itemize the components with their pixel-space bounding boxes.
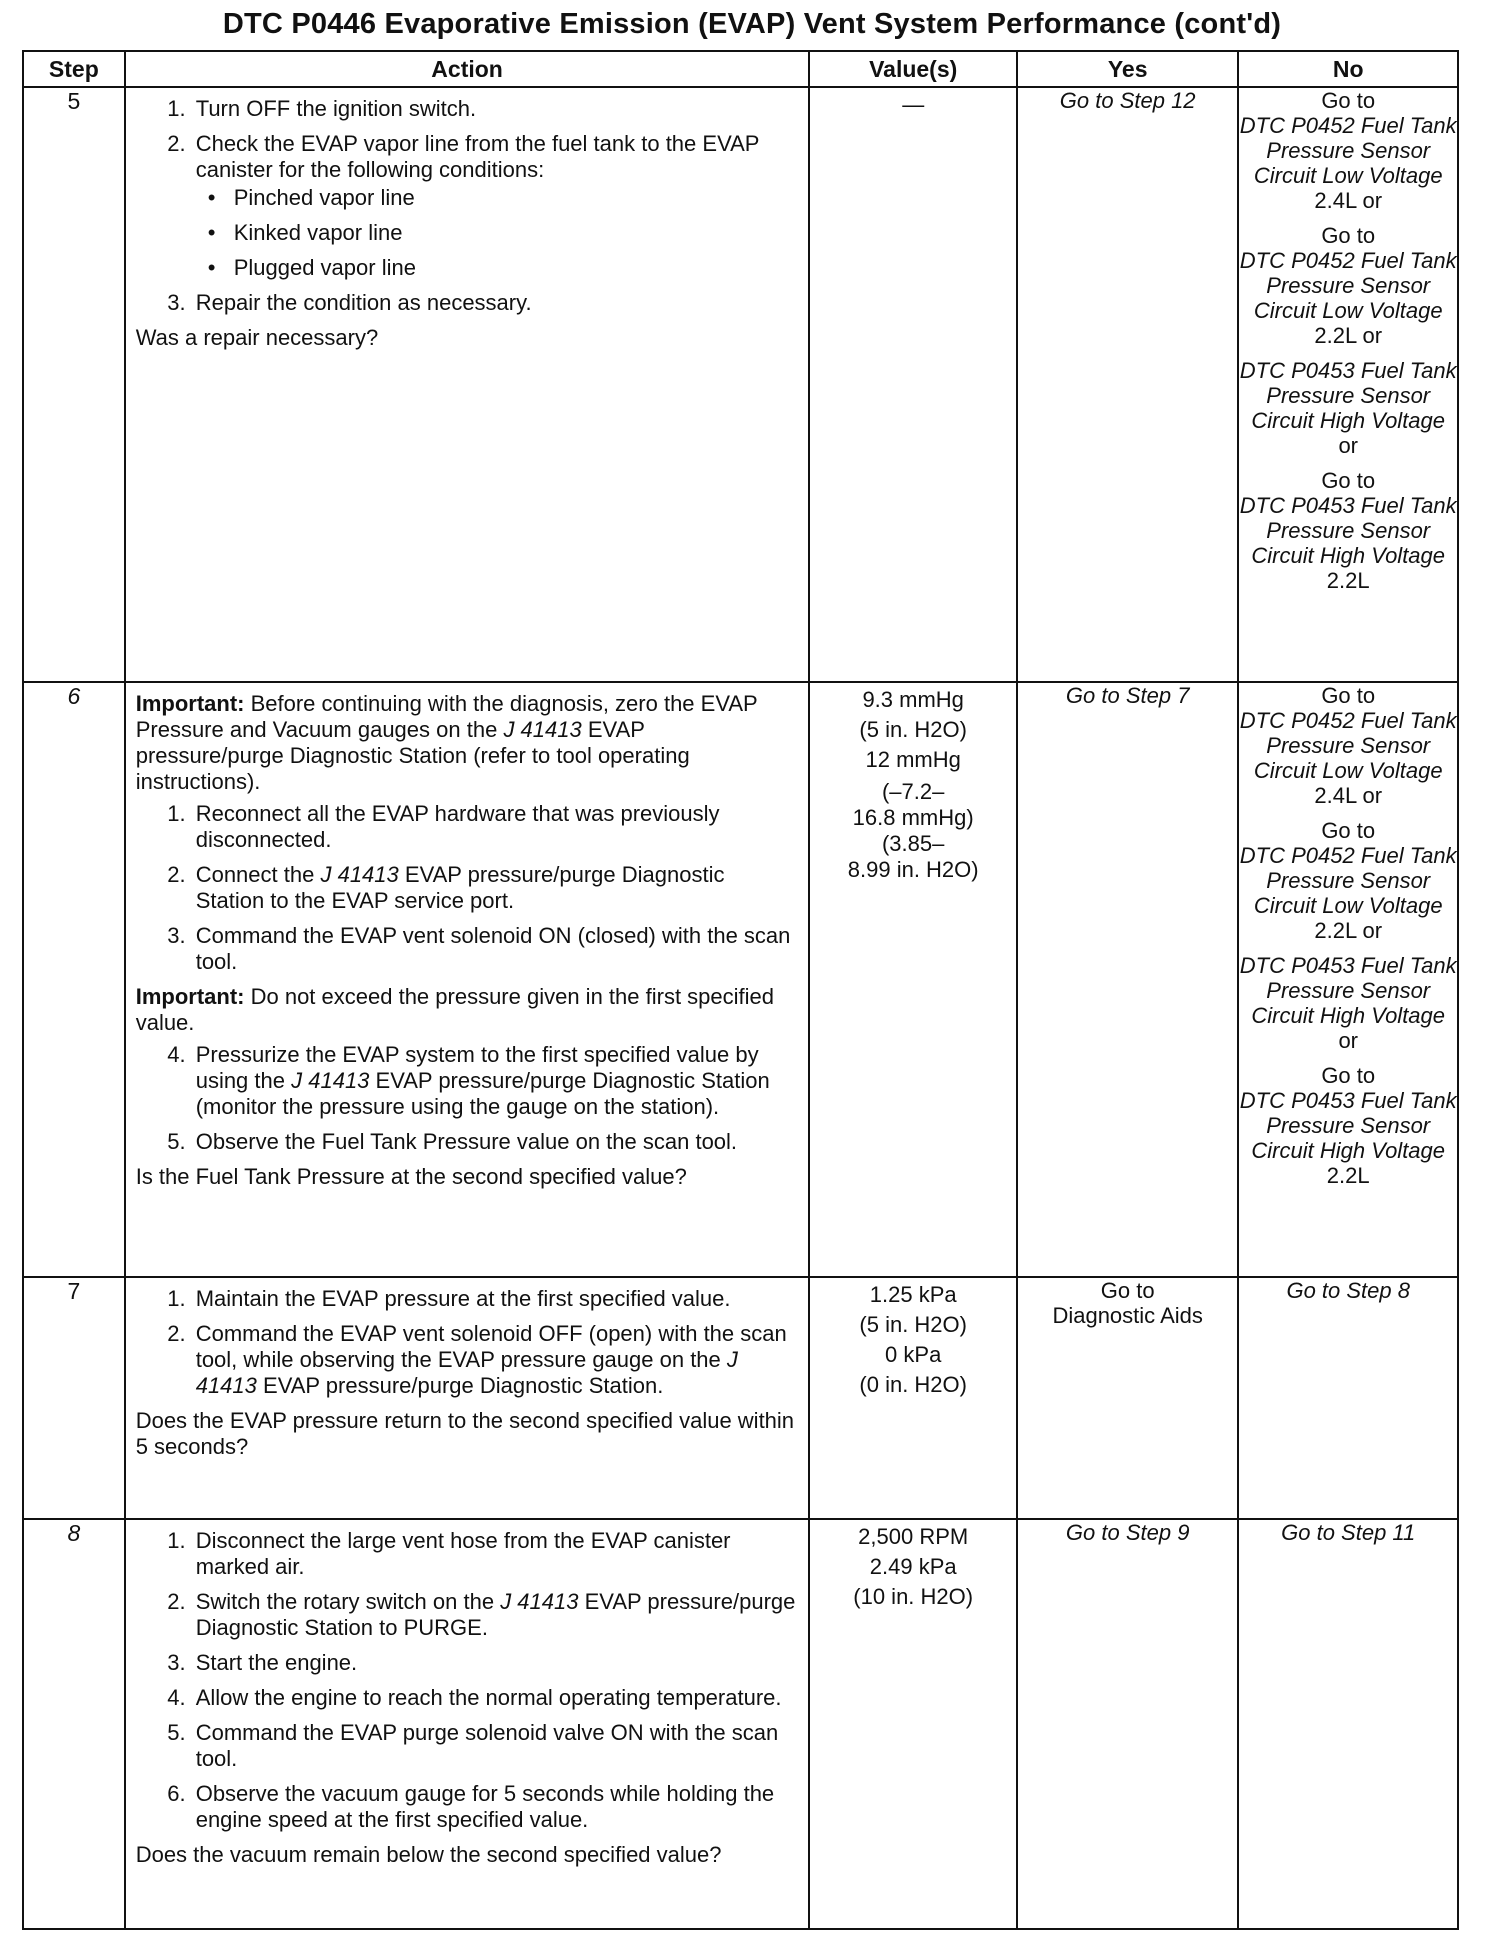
tool-number: J 41413 [195,1347,738,1398]
action-item: 2. Connect the J 41413 EVAP pressure/purge Diagnostic Station to the EVAP service port. [192,862,797,914]
no-link[interactable]: Go to Step 11 [1281,1520,1416,1545]
value-cell [809,1519,1016,1929]
action-item: 2. Switch the rotary switch on the J 41413 EVAP pressure/purge Diagnostic Station to PURGE. [192,1589,797,1641]
action-question: Does the vacuum remain below the second specified value? [135,1842,722,1867]
action-question: Was a repair necessary? [135,325,379,350]
header-yes: Yes [1017,51,1239,87]
action-item: 3. Start the engine. [192,1650,797,1676]
no-reference[interactable]: Go to DTC P0453 Fuel Tank Pressure Sensor Circuit High Voltage 2.2L [1239,1063,1457,1188]
header-row [23,51,1458,87]
no-reference[interactable]: Go to DTC P0452 Fuel Tank Pressure Sensor Circuit Low Voltage 2.2L or [1239,818,1457,943]
condition-item: • Kinked vapor line [230,220,797,246]
yes-link[interactable]: Go to Step 9 [1065,1520,1190,1545]
diagnostic-table [22,50,1459,1930]
value-text: (5 in. H2O) [859,717,967,742]
value-text: — [902,92,925,117]
action-cell [125,1277,810,1519]
action-item: 6. Observe the vacuum gauge for 5 seconds while holding the engine speed at the first specified value. [192,1781,797,1833]
header-no: No [1238,51,1458,87]
step-number: 6 [23,682,125,1277]
action-item: 5. Observe the Fuel Tank Pressure value on the scan tool. [192,1129,797,1155]
no-reference[interactable]: Go to DTC P0453 Fuel Tank Pressure Sensor Circuit High Voltage 2.2L [1239,468,1457,593]
condition-item: • Plugged vapor line [230,255,797,281]
action-item: 2. Check the EVAP vapor line from the fuel tank to the EVAP canister for the following conditions: • Pinched vapor line • Kinked vapor line • Plugged vapor line [192,131,797,281]
step-number: 7 [23,1277,125,1519]
action-cell [125,1519,810,1929]
value-cell [809,682,1016,1277]
no-cell [1238,87,1458,682]
no-link[interactable]: Go to Step 8 [1286,1278,1410,1303]
no-reference[interactable]: Go to DTC P0452 Fuel Tank Pressure Sensor Circuit Low Voltage 2.4L or [1239,88,1457,213]
no-reference[interactable]: DTC P0453 Fuel Tank Pressure Sensor Circuit High Voltage or [1239,953,1457,1053]
action-cell [125,682,810,1277]
value-text: (5 in. H2O) [859,1312,967,1337]
important-note: Important: Do not exceed the pressure given in the first specified value. [135,984,774,1035]
table-row-step-7 [23,1277,1458,1519]
value-text: 2,500 RPM [858,1524,969,1549]
table-row-step-6 [23,682,1458,1277]
step-number: 8 [23,1519,125,1929]
value-cell [809,87,1016,682]
action-item: 2. Command the EVAP vent solenoid OFF (open) with the scan tool, while observing the EVAP pressure gauge on the J 41413 EVAP pressure/purge Diagnostic Station. [192,1321,797,1399]
value-text: 0 kPa [885,1342,942,1367]
yes-cell [1017,1519,1239,1929]
no-cell [1238,682,1458,1277]
no-cell [1238,1519,1458,1929]
tool-number: J 41413 [320,862,399,887]
no-reference[interactable]: Go to DTC P0452 Fuel Tank Pressure Sensor Circuit Low Voltage 2.2L or [1239,223,1457,348]
action-item: 1. Disconnect the large vent hose from the EVAP canister marked air. [192,1528,797,1580]
action-item: 5. Command the EVAP purge solenoid valve ON with the scan tool. [192,1720,797,1772]
important-note: Important: Before continuing with the diagnosis, zero the EVAP Pressure and Vacuum gauges on the J 41413 EVAP pressure/purge Diagnostic Station (refer to tool operating instructions). [135,691,758,794]
yes-cell [1017,1277,1239,1519]
yes-cell [1017,87,1239,682]
step-number: 5 [23,87,125,682]
value-text: 9.3 mmHg [862,687,964,712]
table-row-step-5 [23,87,1458,682]
value-text: 1.25 kPa [869,1282,957,1307]
yes-cell [1017,682,1239,1277]
value-text: 16.8 mmHg) [852,805,974,830]
action-item: 1. Turn OFF the ignition switch. [192,96,797,122]
tool-number: J 41413 [291,1068,370,1093]
table-row-step-8 [23,1519,1458,1929]
page-title: DTC P0446 Evaporative Emission (EVAP) Vent System Performance (cont'd) [222,8,1282,40]
action-question: Does the EVAP pressure return to the second specified value within 5 seconds? [135,1408,795,1459]
action-item: 1. Maintain the EVAP pressure at the first specified value. [192,1286,797,1312]
no-reference[interactable]: DTC P0453 Fuel Tank Pressure Sensor Circuit High Voltage or [1239,358,1457,458]
tool-number: J 41413 [503,717,582,742]
action-item: 4. Pressurize the EVAP system to the first specified value by using the J 41413 EVAP pressure/purge Diagnostic Station (monitor the pressure using the gauge on the station). [192,1042,797,1120]
value-text: 2.49 kPa [869,1554,957,1579]
action-item: 3. Command the EVAP vent solenoid ON (closed) with the scan tool. [192,923,797,975]
action-item: 3. Repair the condition as necessary. [192,290,797,316]
value-text: 12 mmHg [865,747,961,772]
header-step: Step [23,51,125,87]
value-text: (–7.2– [881,779,945,804]
tool-number: J 41413 [500,1589,579,1614]
no-reference[interactable]: Go to DTC P0452 Fuel Tank Pressure Sensor Circuit Low Voltage 2.4L or [1239,683,1457,808]
yes-link[interactable]: Go to Step 7 [1065,683,1190,708]
action-question: Is the Fuel Tank Pressure at the second specified value? [135,1164,687,1189]
value-text: (3.85– [881,831,945,856]
value-cell [809,1277,1016,1519]
value-text: (0 in. H2O) [859,1372,967,1397]
action-item: 1. Reconnect all the EVAP hardware that was previously disconnected. [192,801,797,853]
header-action: Action [125,51,810,87]
yes-link[interactable]: Go to Step 12 [1059,88,1196,113]
condition-item: • Pinched vapor line [230,185,797,211]
header-values: Value(s) [809,51,1016,87]
no-cell [1238,1277,1458,1519]
value-text: (10 in. H2O) [853,1584,974,1609]
action-cell [125,87,810,682]
value-text: 8.99 in. H2O) [847,857,979,882]
yes-link[interactable]: Go to Diagnostic Aids [1052,1278,1203,1328]
action-item: 4. Allow the engine to reach the normal operating temperature. [192,1685,797,1711]
